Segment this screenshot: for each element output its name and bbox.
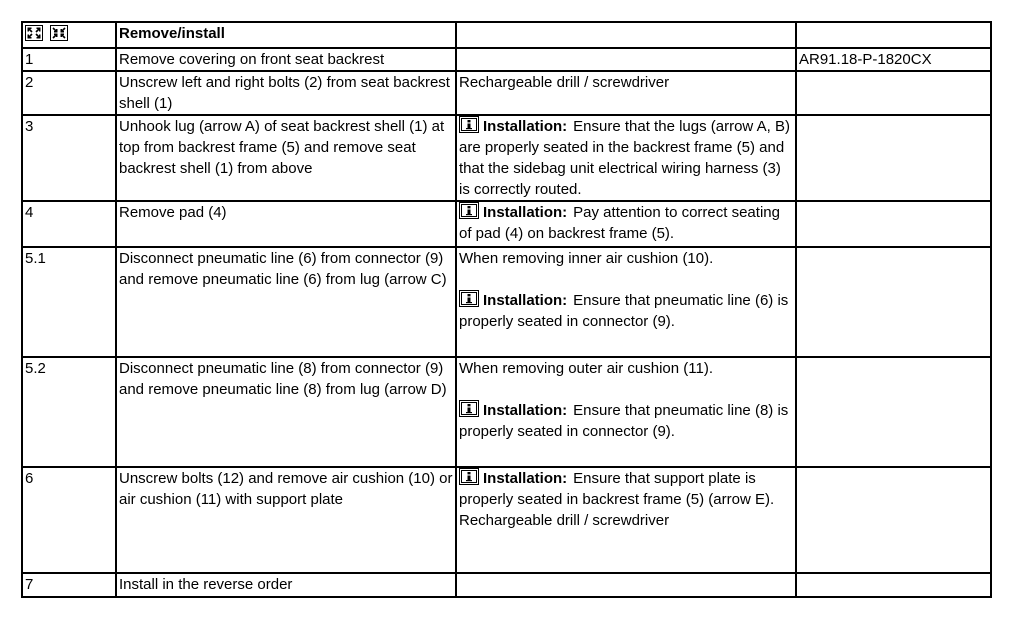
step-notes	[456, 48, 796, 71]
document-reference	[796, 115, 991, 201]
installation-note	[459, 400, 793, 442]
note-spacer	[459, 379, 793, 400]
header-row	[22, 22, 991, 48]
step-number: 4	[22, 201, 116, 247]
step-number: 6	[22, 467, 116, 573]
installation-text: Ensure that pneumatic line (6) is properly seated in connector (9).	[459, 292, 789, 330]
installation-text: Ensure that support plate is properly seated in backrest frame (5) (arrow E).	[459, 470, 775, 508]
installation-text: Ensure that pneumatic line (8) is properly seated in connector (9).	[459, 402, 789, 440]
document-reference	[796, 247, 991, 357]
installation-label: Installation:	[483, 204, 568, 221]
note-text: When removing inner air cushion (10).	[459, 250, 714, 267]
installation-text: Pay attention to correct seating of pad (4) on backrest frame (5).	[459, 204, 780, 242]
step-notes	[456, 467, 796, 573]
step-action: Disconnect pneumatic line (6) from connector (9) and remove pneumatic line (6) from lug (arrow C)	[116, 247, 456, 357]
installation-label: Installation:	[483, 470, 568, 487]
note-text: When removing outer air cushion (11).	[459, 360, 714, 377]
note-text: Rechargeable drill / screwdriver	[459, 512, 670, 529]
installation-note	[459, 468, 793, 510]
step-action: Disconnect pneumatic line (8) from connector (9) and remove pneumatic line (8) from lug (arrow D)	[116, 357, 456, 467]
document-reference[interactable]: AR91.18-P-1820CX	[796, 48, 991, 71]
step-notes	[456, 573, 796, 597]
installation-label: Installation:	[483, 292, 568, 309]
info-icon	[459, 116, 479, 133]
table-row	[22, 467, 991, 573]
table-row	[22, 115, 991, 201]
info-icon	[459, 468, 479, 485]
step-action: Unscrew left and right bolts (2) from seat backrest shell (1)	[116, 71, 456, 115]
header-icons-cell	[22, 22, 116, 48]
table-row	[22, 357, 991, 467]
installation-note	[459, 290, 793, 332]
document-reference	[796, 357, 991, 467]
document-reference	[796, 573, 991, 597]
table-row	[22, 247, 991, 357]
step-number: 1	[22, 48, 116, 71]
step-action: Install in the reverse order	[116, 573, 456, 597]
step-number: 7	[22, 573, 116, 597]
expand-all-icon[interactable]	[25, 25, 43, 41]
installation-label: Installation:	[483, 118, 568, 135]
document-reference	[796, 71, 991, 115]
step-notes	[456, 115, 796, 201]
installation-note	[459, 116, 793, 200]
header-empty-cell	[796, 22, 991, 48]
document-reference	[796, 201, 991, 247]
info-icon	[459, 202, 479, 219]
step-notes	[456, 247, 796, 357]
step-action: Unscrew bolts (12) and remove air cushion (10) or air cushion (11) with support plate	[116, 467, 456, 573]
note-spacer	[459, 269, 793, 290]
table-row	[22, 48, 991, 71]
step-notes	[456, 357, 796, 467]
procedure-table	[21, 21, 992, 598]
collapse-all-icon[interactable]	[50, 25, 68, 41]
step-notes	[456, 71, 796, 115]
step-number: 3	[22, 115, 116, 201]
step-notes	[456, 201, 796, 247]
note-text: Rechargeable drill / screwdriver	[459, 74, 670, 91]
table-row	[22, 573, 991, 597]
info-icon	[459, 400, 479, 417]
table-row	[22, 71, 991, 115]
header-title: Remove/install	[116, 22, 456, 48]
document-reference	[796, 467, 991, 573]
info-icon	[459, 290, 479, 307]
installation-text: Ensure that the lugs (arrow A, B) are properly seated in the backrest frame (5) and that the sidebag unit electrical wiring harness (3) is correctly routed.	[459, 118, 790, 198]
step-action: Remove covering on front seat backrest	[116, 48, 456, 71]
header-empty-cell	[456, 22, 796, 48]
installation-label: Installation:	[483, 402, 568, 419]
table-row	[22, 201, 991, 247]
installation-note	[459, 202, 793, 244]
step-action: Unhook lug (arrow A) of seat backrest shell (1) at top from backrest frame (5) and remove seat backrest shell (1) from above	[116, 115, 456, 201]
step-action: Remove pad (4)	[116, 201, 456, 247]
step-number: 2	[22, 71, 116, 115]
step-number: 5.1	[22, 247, 116, 357]
step-number: 5.2	[22, 357, 116, 467]
